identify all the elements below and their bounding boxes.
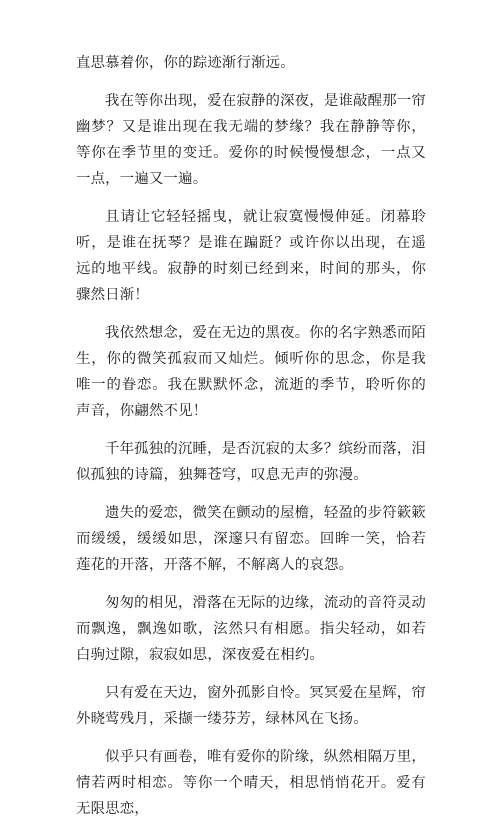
paragraph-gap xyxy=(76,578,426,590)
paragraph-gap xyxy=(76,76,426,88)
paragraph: 只有爱在天边，窗外孤影自怜。冥冥爱在星辉，帘外晓莺残月，采撷一缕芬芳，绿林风在飞扬。 xyxy=(76,685,426,727)
paragraph: 我在等你出现，爱在寂静的深夜，是谁敲醒那一帘幽梦？又是谁出现在我无端的梦缘？我在静静等你，等你在季节里的变迁。爱你的时候慢慢想念，一点又一点，一遍又一遍。 xyxy=(76,93,426,187)
paragraph-gap xyxy=(76,668,426,680)
paragraph: 我依然想念，爱在无边的黑夜。你的名字熟悉而陌生，你的微笑孤寂而又灿烂。倾听你的思念，你是我唯一的眷恋。我在默默怀念，流逝的季节，聆听你的声音，你翩然不见！ xyxy=(76,325,426,419)
paragraph-gap xyxy=(76,192,426,204)
paragraph-gap xyxy=(76,308,426,320)
paragraph: 直思慕着你，你的踪迹渐行渐远。 xyxy=(76,55,295,71)
paragraph: 似乎只有画卷，唯有爱你的阶缘，纵然相隔万里，情若两时相恋。等你一个晴天，相思悄悄花开。爱有无限思恋， xyxy=(76,749,426,817)
paragraph-gap xyxy=(76,732,426,744)
document-body xyxy=(76,50,426,822)
paragraph: 且请让它轻轻摇曳，就让寂寞慢慢伸延。闭幕聆听，是谁在抚琴？是谁在蹁跹？或许你以出现，在遥远的地平线。寂静的时刻已经到来，时间的那头，你骤然日渐！ xyxy=(76,209,426,303)
paragraph-gap xyxy=(76,424,426,436)
paragraph-gap xyxy=(76,488,426,500)
paragraph: 千年孤独的沉睡，是否沉寂的太多？缤纷而落，泪似孤独的诗篇，独舞苍穹，叹息无声的弥漫。 xyxy=(76,441,426,483)
paragraph: 遗失的爱恋，微笑在颤动的屋檐，轻盈的步符簌簌而缓缓，缓缓如思，深邃只有留恋。回眸一笑，恰若莲花的开落，开落不解，不解离人的哀怨。 xyxy=(76,505,426,573)
paragraph: 匆匆的相见，滑落在无际的边缘，流动的音符灵动而飘逸，飘逸如歌，泫然只有相愿。指尖轻动，如若白驹过隙，寂寂如思，深夜爱在相约。 xyxy=(76,595,426,663)
